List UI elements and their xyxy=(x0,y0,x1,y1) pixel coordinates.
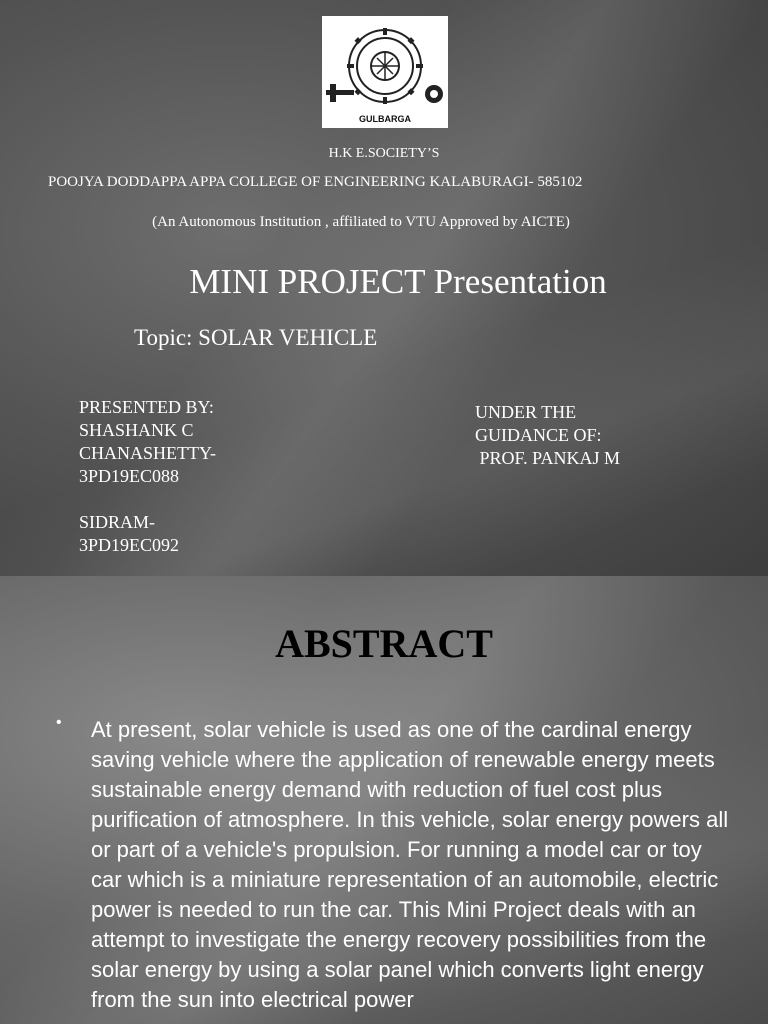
abstract-slide xyxy=(0,576,768,1024)
logo-caption: GULBARGA xyxy=(359,114,411,124)
college-emblem-icon xyxy=(322,16,448,128)
presented-by-line xyxy=(79,488,279,511)
presented-by-line: SHASHANK C xyxy=(79,420,194,440)
bullet-icon: • xyxy=(56,714,62,731)
guidance-line: PROF. PANKAJ M xyxy=(475,448,620,468)
abstract-text: At present, solar vehicle is used as one of the cardinal energy saving vehicle where the application of renewable energy meets sustainable energy demand with reduction of fuel cost plus purification of atmosphere. In this vehicle, solar energy powers all or part of a vehicle's propulsion. For running a model car or toy car which is a miniature representation of an automobile, electric power is needed to run the car. This Mini Project deals with an attempt to investigate the energy recovery possibilities from the solar energy by using a solar panel which converts light energy from the sun into electrical power xyxy=(91,717,729,1012)
presented-by-line: 3PD19EC092 xyxy=(79,535,180,555)
presentation-title: MINI PROJECT Presentation xyxy=(189,262,607,301)
guidance-line: GUIDANCE OF: xyxy=(475,425,602,445)
presented-by-line: PRESENTED BY: xyxy=(79,397,214,417)
presented-by-line: SIDRAM- xyxy=(79,512,156,532)
society-name: H.K E.SOCIETY’S xyxy=(328,146,440,161)
college-logo xyxy=(322,16,448,128)
presented-by-line: 3PD19EC088 xyxy=(79,466,180,486)
presented-by-block xyxy=(79,396,279,557)
college-name: POOJYA DODDAPPA APPA COLLEGE OF ENGINEERING KALABURAGI- 585102 xyxy=(48,174,583,190)
topic-text: Topic: SOLAR VEHICLE xyxy=(134,325,378,350)
presented-by-line: CHANASHETTY- xyxy=(79,443,216,463)
guidance-line: UNDER THE xyxy=(475,402,577,422)
guidance-block xyxy=(475,401,675,470)
abstract-heading: ABSTRACT xyxy=(275,621,493,666)
affiliation-text: (An Autonomous Institution , affiliated to VTU Approved by AICTE) xyxy=(152,214,570,230)
